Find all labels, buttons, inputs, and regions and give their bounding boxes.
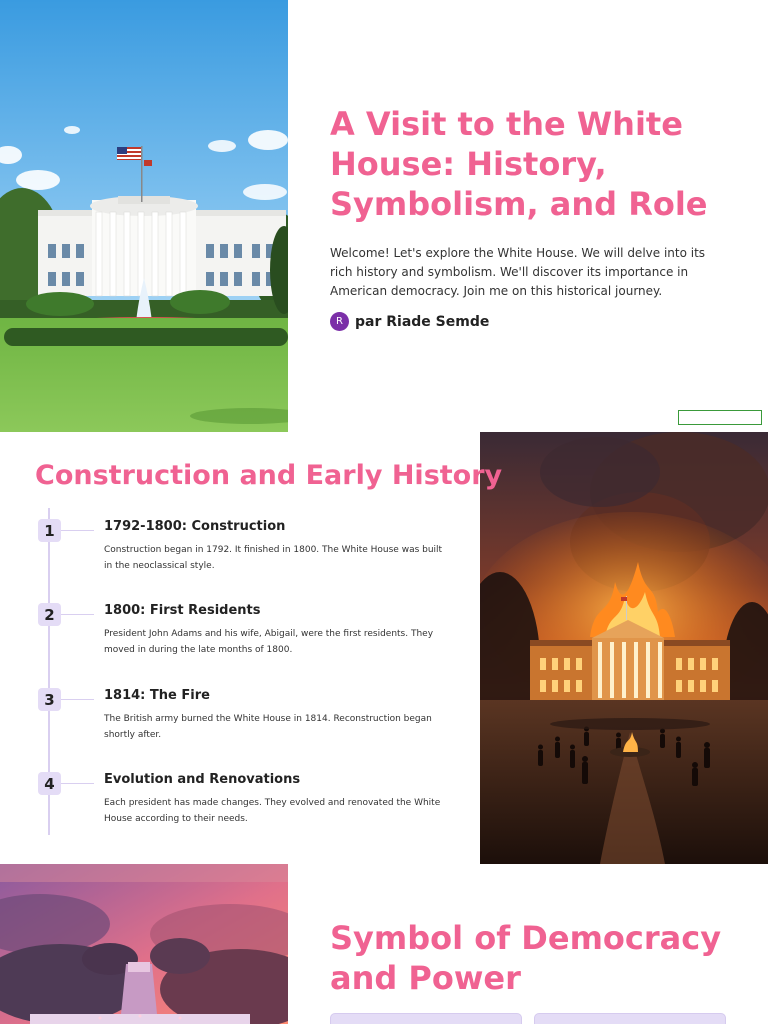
content-card [534, 1013, 726, 1024]
timeline-connector [61, 614, 94, 615]
timeline-text: Each president has made changes. They evolved and renovated the White House according to their needs. [104, 798, 441, 824]
history-heading: Construction and Early History [35, 460, 503, 491]
timeline-connector [61, 530, 94, 531]
page-title: A Visit to the White House: History, Symbolism, and Role [330, 105, 708, 223]
timeline-title: 1792-1800: Construction [104, 519, 286, 534]
avatar: R [330, 312, 349, 331]
history-slide [0, 432, 768, 864]
white-house-fire-painting [480, 432, 768, 864]
timeline-title: Evolution and Renovations [104, 772, 301, 787]
timeline-title: 1800: First Residents [104, 603, 261, 618]
green-outline-box [678, 410, 762, 425]
aerial-sunset-photo [0, 864, 288, 1024]
content-card [330, 1013, 522, 1024]
timeline-number-badge: 1 [38, 519, 61, 542]
timeline-title: 1814: The Fire [104, 688, 210, 703]
timeline-text: President John Adams and his wife, Abigail, were the first residents. They moved in during the late months of 1800. [104, 629, 434, 655]
timeline-number-badge: 3 [38, 688, 61, 711]
author-name: par Riade Semde [355, 313, 490, 330]
symbol-heading: Symbol of Democracy and Power [330, 919, 722, 997]
white-house-photo [0, 0, 288, 432]
timeline-connector [61, 783, 94, 784]
symbol-slide [0, 864, 768, 1024]
intro-slide [0, 0, 768, 432]
timeline-number-badge: 4 [38, 772, 61, 795]
timeline-text: The British army burned the White House in 1814. Reconstruction began shortly after. [104, 714, 432, 740]
timeline-text: Construction began in 1792. It finished in 1800. The White House was built in the neoclassical style. [104, 545, 443, 571]
author-byline [330, 312, 489, 331]
timeline-connector [61, 699, 94, 700]
timeline-number-badge: 2 [38, 603, 61, 626]
intro-paragraph: Welcome! Let's explore the White House. We will delve into its rich history and symbolism. We'll discover its importance in American democracy. Join me on this historical journey. [330, 246, 706, 298]
